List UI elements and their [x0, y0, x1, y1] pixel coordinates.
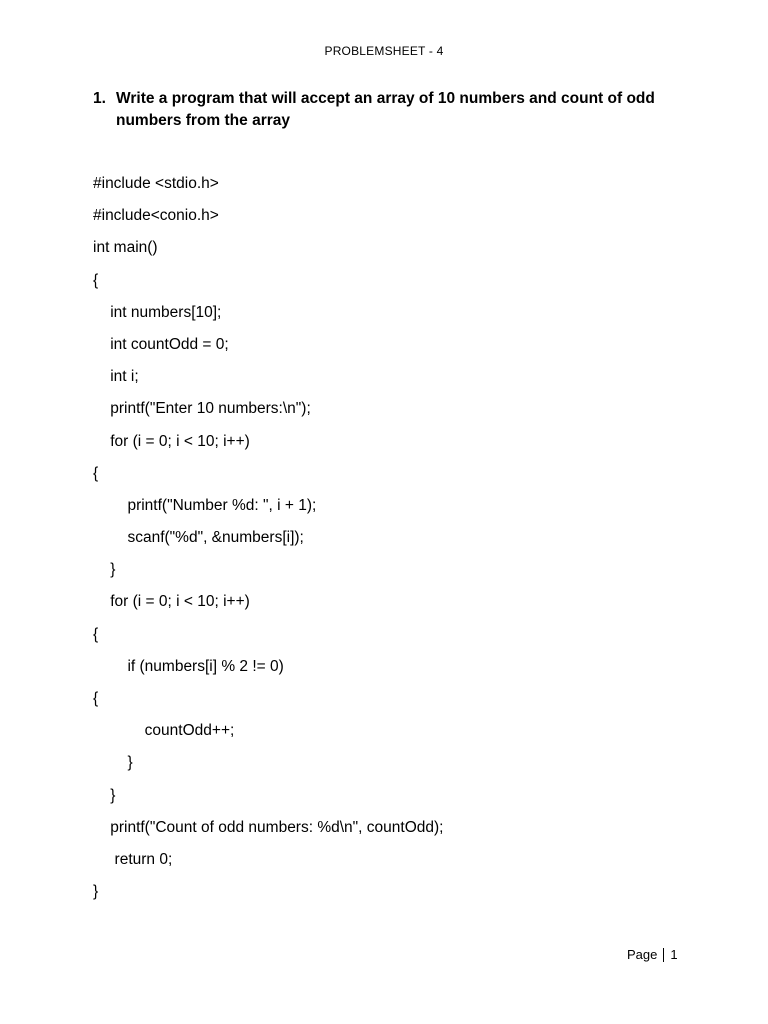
code-line: }	[93, 786, 116, 804]
code-line: if (numbers[i] % 2 != 0)	[93, 657, 284, 675]
code-line: return 0;	[93, 850, 173, 868]
code-line: }	[93, 883, 99, 901]
code-line: for (i = 0; i < 10; i++)	[93, 593, 250, 611]
code-line: {	[93, 625, 99, 643]
code-line: #include<conio.h>	[93, 207, 219, 225]
code-line: int i;	[93, 368, 139, 386]
code-line: int countOdd = 0;	[93, 335, 229, 353]
question-number: 1.	[93, 90, 106, 107]
code-block	[93, 173, 713, 913]
code-line: #include <stdio.h>	[93, 175, 219, 192]
question-1	[93, 88, 693, 132]
code-line: {	[93, 464, 99, 482]
page-header: PROBLEMSHEET - 4	[324, 44, 444, 58]
code-line: printf("Count of odd numbers: %d\n", countOdd);	[93, 818, 444, 836]
code-line: }	[93, 754, 133, 772]
page-label: Page	[627, 947, 658, 962]
code-line: {	[93, 271, 99, 289]
page-footer	[627, 947, 678, 962]
code-line: }	[93, 561, 116, 579]
code-line: {	[93, 690, 99, 707]
page-number: 1	[670, 947, 678, 962]
code-line: int main()	[93, 239, 158, 257]
question-text: Write a program that will accept an array of 10 numbers and count of odd numbers from the array	[116, 90, 655, 129]
code-line: scanf("%d", &numbers[i]);	[93, 529, 304, 547]
code-line: countOdd++;	[93, 722, 235, 740]
code-line: int numbers[10];	[93, 303, 222, 321]
code-line: printf("Number %d: ", i + 1);	[93, 496, 317, 514]
code-line: printf("Enter 10 numbers:\n");	[93, 400, 311, 418]
code-line: for (i = 0; i < 10; i++)	[93, 432, 250, 450]
footer-divider	[663, 948, 664, 962]
